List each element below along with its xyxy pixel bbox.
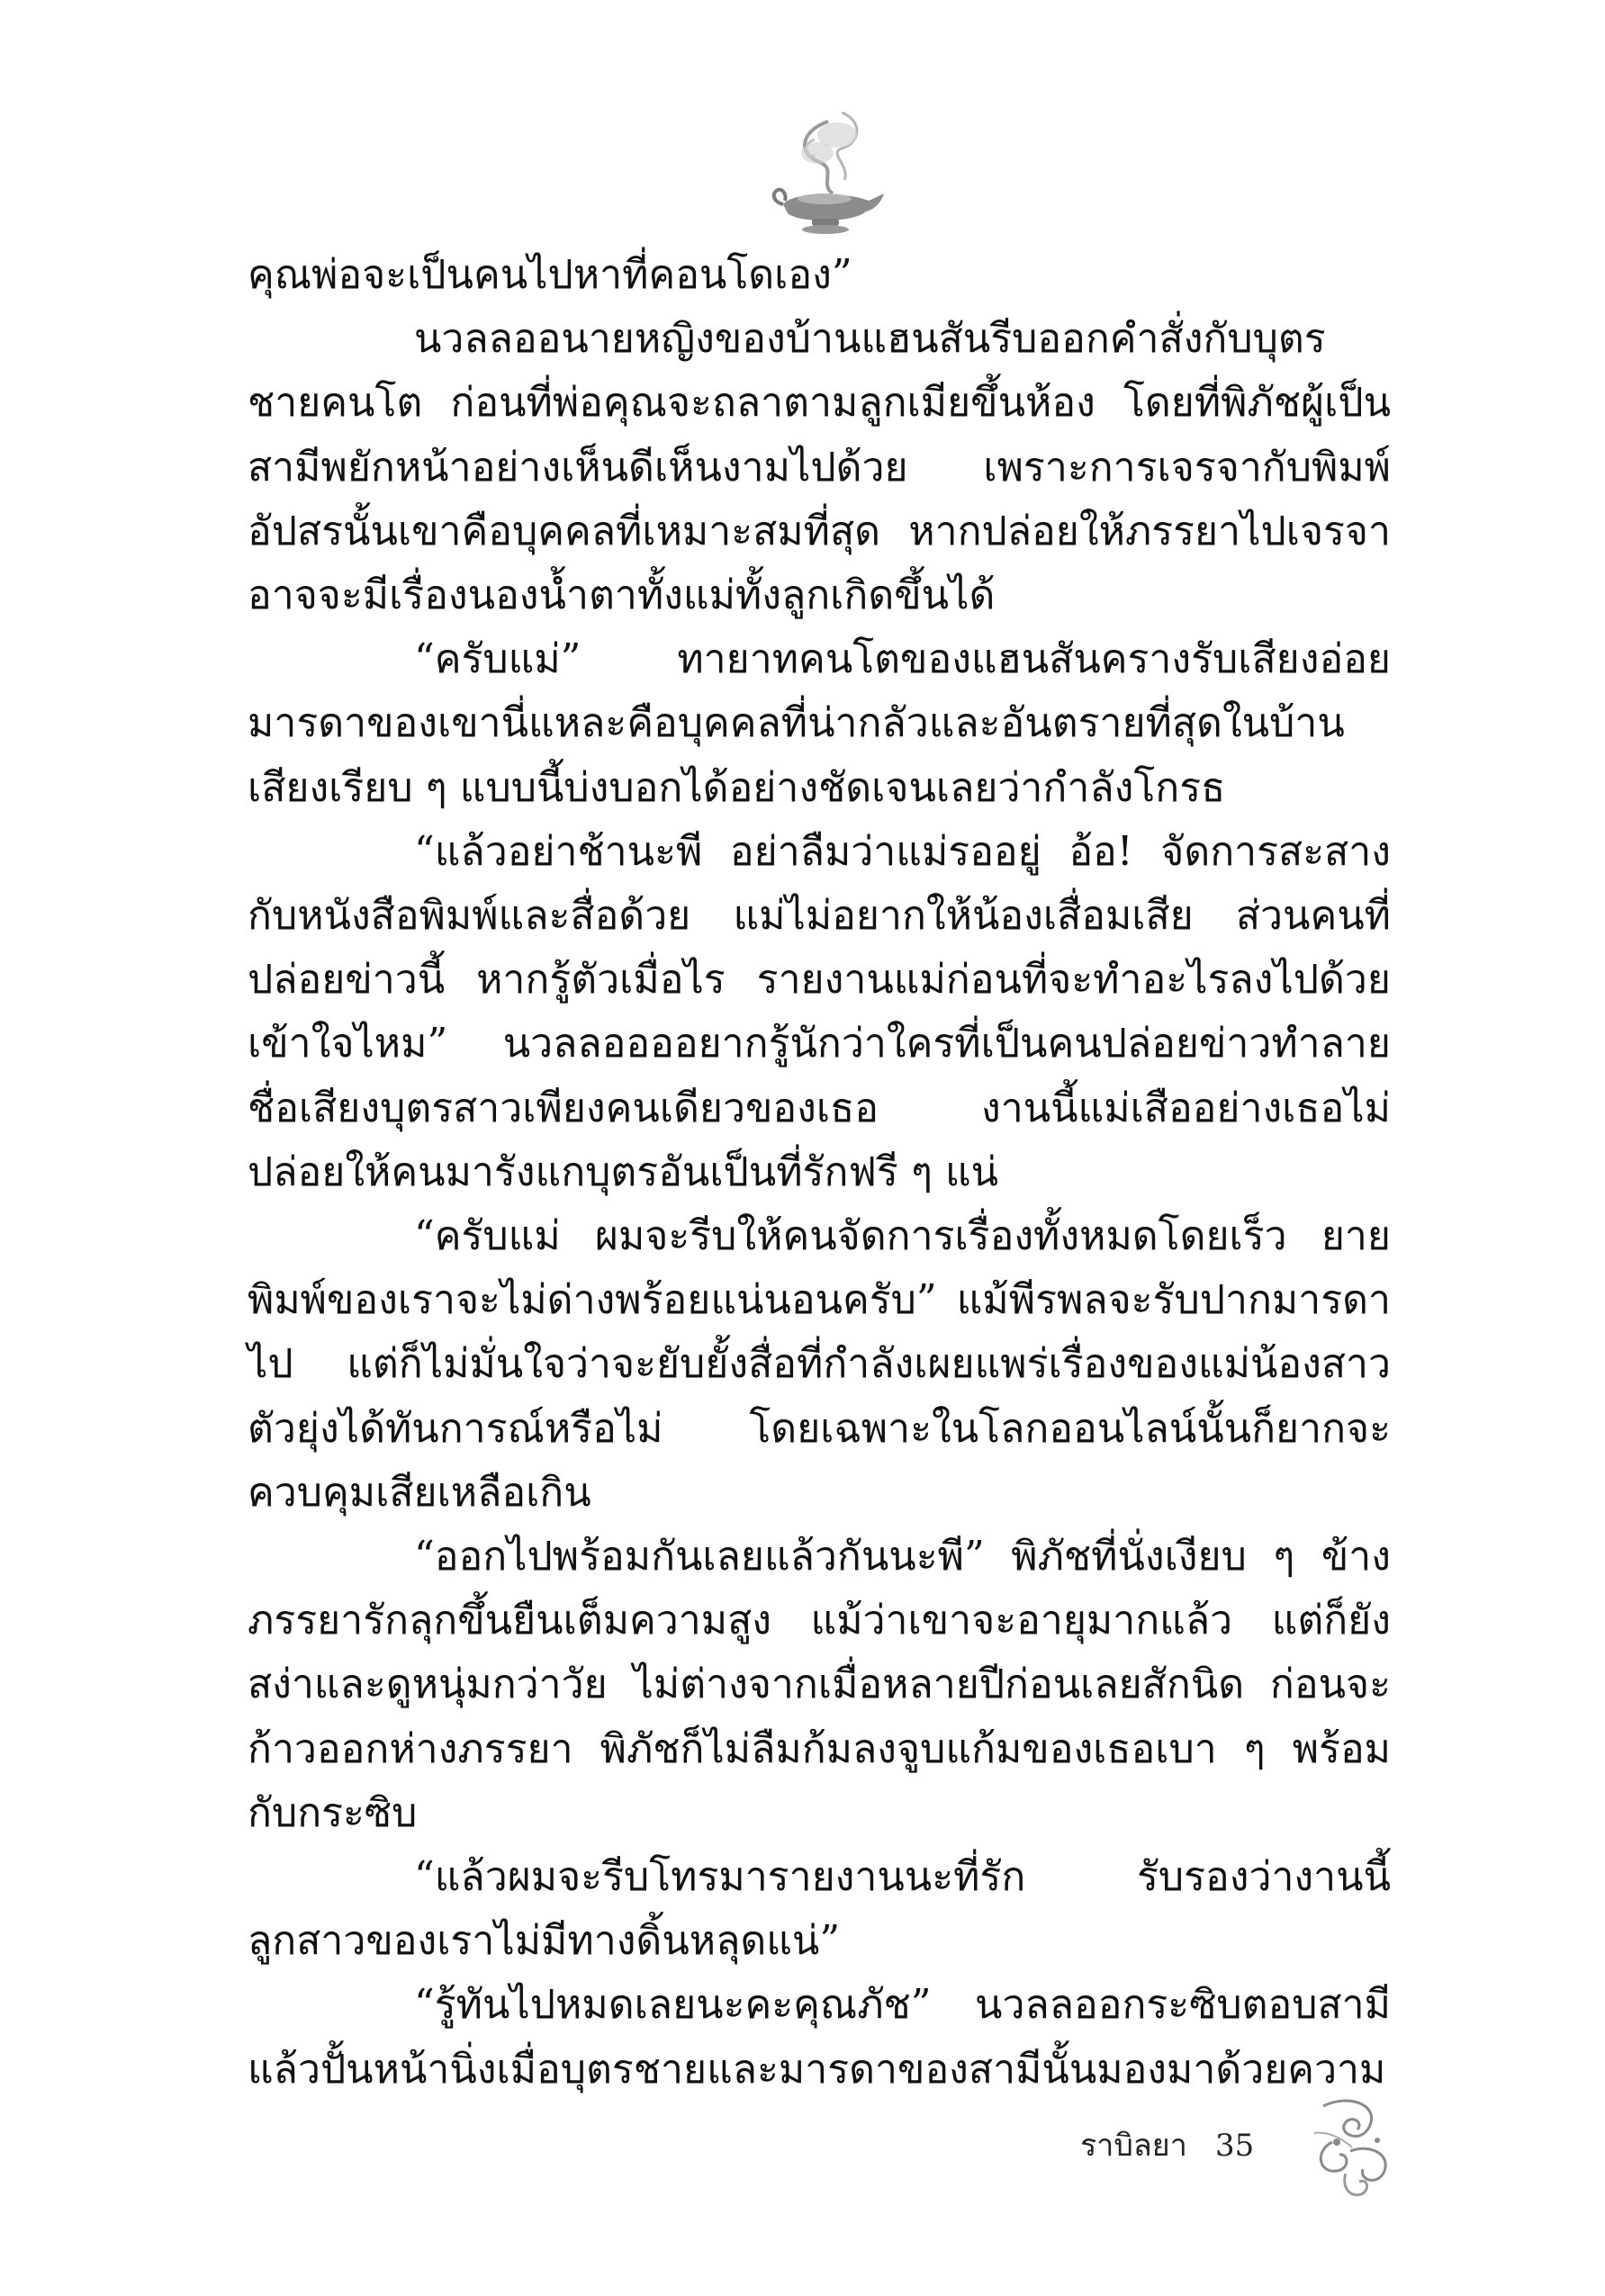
page-footer [1080,2124,1440,2214]
floral-flourish-icon [1296,2088,1413,2205]
paragraph: “แล้วอย่าช้านะพี อย่าลืมว่าแม่รออยู่ อ้อ! จัดการสะสางกับหนังสือพิมพ์และสื่อด้วย แม่ไม่อยากให้น้องเสื่อมเสีย ส่วนคนที่ปล่อยข่าวนี้ หากรู้ตัวเมื่อไร รายงานแม่ก่อนที่จะทำอะไรลงไปด้วย เข้าใจไหม” นวลลออออยากรู้นักว่าใครที่เป็นคนปล่อยข่าวทำลายชื่อเสียงบุตรสาวเพียงคนเดียวของเธอ งานนี้แม่เสืออย่างเธอไม่ปล่อยให้คนมารังแกบุตรอันเป็นที่รักฟรี ๆ แน่ [248,828,1391,1195]
page-number: 35 [1215,2128,1255,2164]
paragraph: “รู้ทันไปหมดเลยนะคะคุณภัช” นวลลออกระซิบตอบสามีแล้วปั้นหน้านิ่งเมื่อบุตรชายและมารดาของสามีนั้นมองมาด้วยความ [248,1982,1391,2093]
story-text [248,243,1391,2102]
paragraph: “แล้วผมจะรีบโทรมารายงานนะที่รัก รับรองว่างานนี้ลูกสาวของเราไม่มีทางดิ้นหลุดแน่” [248,1854,1391,1965]
paragraph: “ออกไปพร้อมกันเลยแล้วกันนะพี” พิภัชที่นั่งเงียบ ๆ ข้างภรรยารักลุกขึ้นยืนเต็มความสูง แม้ว่าเขาจะอายุมากแล้ว แต่ก็ยังสง่าและดูหนุ่มกว่าวัย ไม่ต่างจากเมื่อหลายปีก่อนเลยสักนิด ก่อนจะก้าวออกห่างภรรยา พิภัชก็ไม่ลืมก้มลงจูบแก้มของเธอเบา ๆ พร้อมกับกระซิบ [248,1534,1391,1836]
paragraph: “ครับแม่ ผมจะรีบให้คนจัดการเรื่องทั้งหมดโดยเร็ว ยายพิมพ์ของเราจะไม่ด่างพร้อยแน่นอนครับ” แม้พีรพลจะรับปากมารดาไป แต่ก็ไม่มั่นใจว่าจะยับยั้งสื่อที่กำลังเผยแพร่เรื่องของแม่น้องสาวตัวยุ่งได้ทันการณ์หรือไม่ โดยเฉพาะในโลกออนไลน์นั้นก็ยากจะควบคุมเสียเหลือเกิน [248,1213,1391,1516]
magic-lamp-icon [765,104,891,239]
paragraph: “ครับแม่” ทายาทคนโตของแฮนสันครางรับเสียงอ่อย มารดาของเขานี่แหละคือบุคคลที่น่ากลัวและอันตรายที่สุดในบ้าน เสียงเรียบ ๆ แบบนี้บ่งบอกได้อย่างชัดเจนเลยว่ากำลังโกรธ [248,636,1391,811]
paragraph: นวลลออนายหญิงของบ้านแฮนสันรีบออกคำสั่งกับบุตรชายคนโต ก่อนที่พ่อคุณจะถลาตามลูกเมียขึ้นห้อง โดยที่พิภัชผู้เป็นสามีพยักหน้าอย่างเห็นดีเห็นงามไปด้วย เพราะการเจรจากับพิมพ์อัปสรนั้นเขาคือบุคคลที่เหมาะสมที่สุด หากปล่อยให้ภรรยาไปเจรจาอาจจะมีเรื่องนองน้ำตาทั้งแม่ทั้งลูกเกิดขึ้นได้ [248,316,1391,619]
book-title: ราบิลยา [1080,2128,1187,2164]
paragraph: คุณพ่อจะเป็นคนไปหาที่คอนโดเอง” [248,252,852,298]
